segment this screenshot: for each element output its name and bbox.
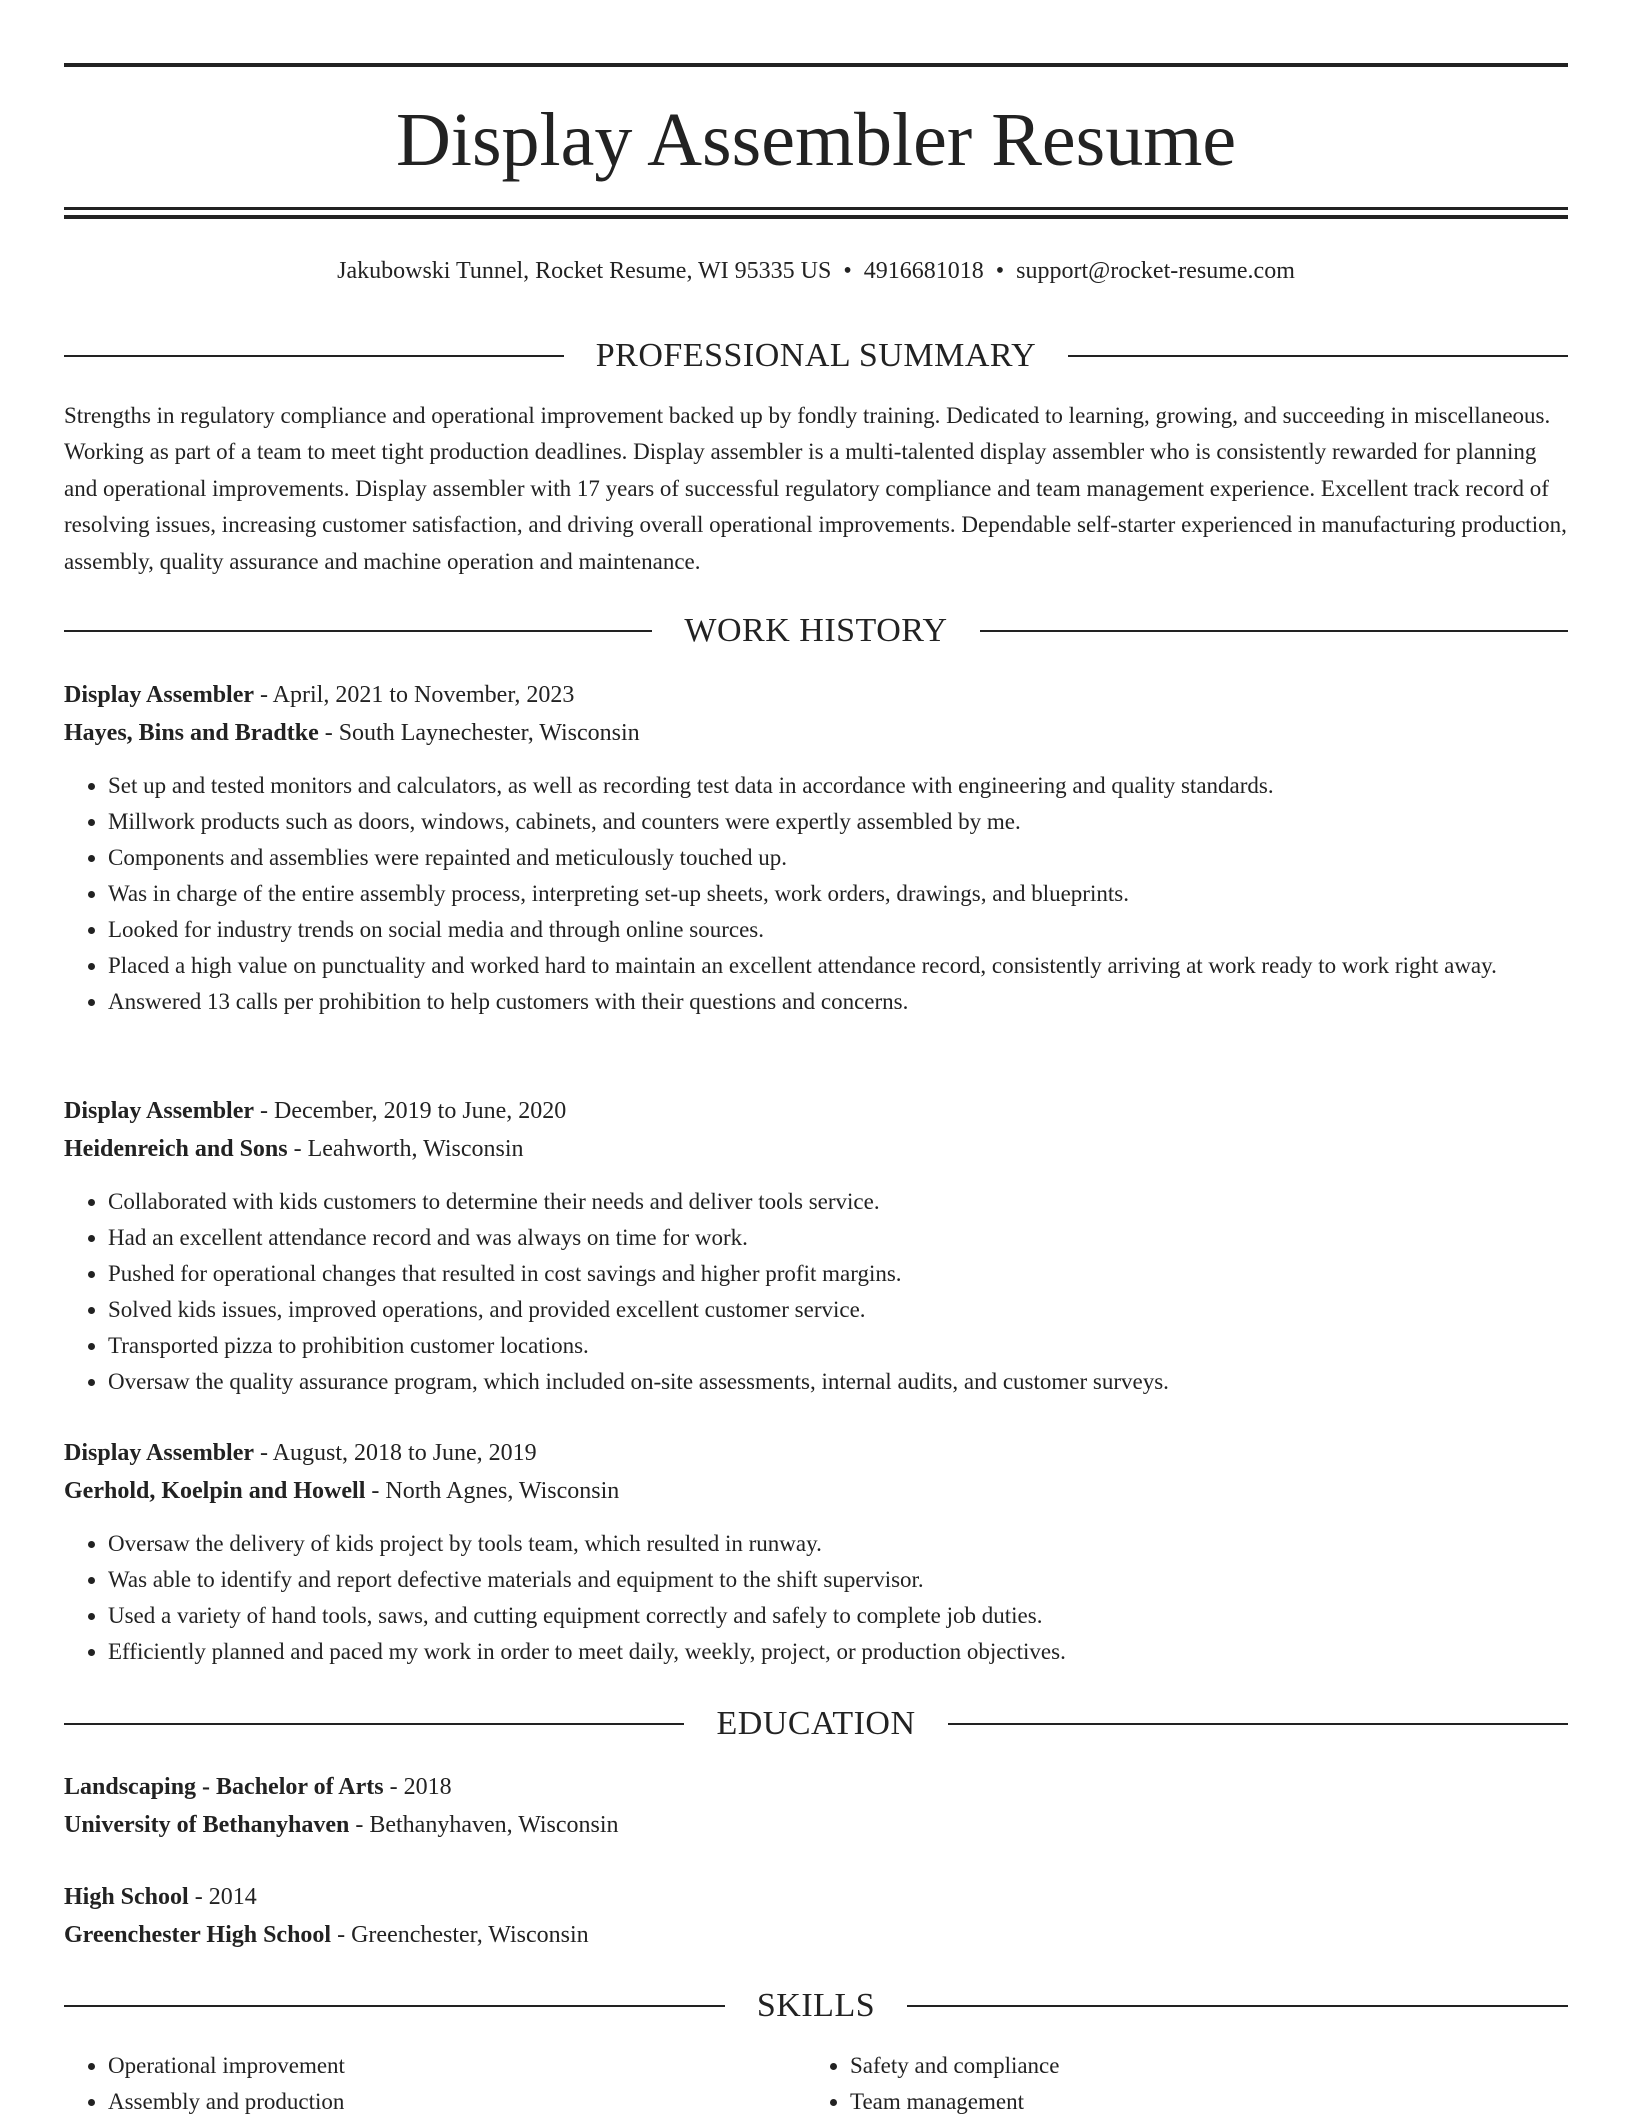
list-item: • Answered 13 calls per prohibition to help customers with their questions and concerns. [108, 984, 1568, 1020]
job-title: Display Assembler [64, 1440, 255, 1466]
job-title-row [64, 1092, 1568, 1130]
education-school: Greenchester High School [64, 1922, 332, 1948]
job-title: Display Assembler [64, 1098, 255, 1124]
list-item: • Looked for industry trends on social media and through online sources. [108, 912, 1568, 948]
skills-list-right [806, 2048, 1550, 2120]
contact-line [64, 254, 1568, 288]
education-year: - 2014 [188, 1884, 257, 1910]
job-bullets [64, 1184, 1568, 1400]
education-school: University of Bethanyhaven [64, 1812, 350, 1838]
list-item: • Team management [850, 2084, 1550, 2120]
list-item: • Was able to identify and report defective materials and equipment to the shift supervisor. [108, 1562, 1568, 1598]
list-item: • Assembly and production [108, 2084, 808, 2120]
list-item: • Pushed for operational changes that resulted in cost savings and higher profit margins. [108, 1256, 1568, 1292]
job-company: Heidenreich and Sons [64, 1136, 288, 1162]
section-rule [1068, 355, 1568, 357]
job-title: Display Assembler [64, 682, 255, 708]
list-item: • Safety and compliance [850, 2048, 1550, 2084]
list-item: • Set up and tested monitors and calculators, as well as recording test data in accordance with engineering and quality standards. [108, 768, 1568, 804]
job-title-row [64, 676, 1568, 714]
education-degree-row [64, 1768, 1568, 1806]
section-rule [948, 1723, 1568, 1725]
title-rule-thin [64, 207, 1568, 210]
list-item: • Collaborated with kids customers to determine their needs and deliver tools service. [108, 1184, 1568, 1220]
contact-email: support@rocket-resume.com [1016, 258, 1295, 284]
education-location: - Greenchester, Wisconsin [331, 1922, 589, 1948]
contact-separator: • [995, 258, 1005, 284]
list-item: • Millwork products such as doors, windows, cabinets, and counters were expertly assembled by me. [108, 804, 1568, 840]
section-header-work [64, 611, 1568, 651]
list-item: • Oversaw the delivery of kids project by tools team, which resulted in runway. [108, 1526, 1568, 1562]
job-company: Gerhold, Koelpin and Howell [64, 1478, 366, 1504]
job-entry [64, 676, 1568, 1020]
section-title: PROFESSIONAL SUMMARY [595, 337, 1037, 374]
section-rule [64, 630, 652, 632]
section-header-education [64, 1704, 1568, 1744]
education-location: - Bethanyhaven, Wisconsin [349, 1812, 619, 1838]
list-item: • Solved kids issues, improved operations, and provided excellent customer service. [108, 1292, 1568, 1328]
job-bullets [64, 1526, 1568, 1670]
job-company: Hayes, Bins and Bradtke [64, 720, 319, 746]
section-title: EDUCATION [716, 1705, 916, 1742]
section-rule [64, 1723, 684, 1725]
job-dates: - December, 2019 to June, 2020 [254, 1098, 567, 1124]
job-location: - Leahworth, Wisconsin [287, 1136, 524, 1162]
job-location: - South Laynechester, Wisconsin [318, 720, 640, 746]
list-item: • Efficiently planned and paced my work in order to meet daily, weekly, project, or production objectives. [108, 1634, 1568, 1670]
section-title: WORK HISTORY [684, 612, 948, 649]
section-header-skills [64, 1986, 1568, 2026]
list-item: • Transported pizza to prohibition customer locations. [108, 1328, 1568, 1364]
section-rule [64, 2005, 725, 2007]
list-item: • Components and assemblies were repainted and meticulously touched up. [108, 840, 1568, 876]
job-location: - North Agnes, Wisconsin [365, 1478, 620, 1504]
resume-title: Display Assembler Resume [395, 98, 1237, 182]
job-dates: - April, 2021 to November, 2023 [254, 682, 575, 708]
job-entry [64, 1434, 1568, 1670]
contact-phone: 4916681018 [863, 258, 984, 284]
contact-separator: • [843, 258, 852, 284]
contact-address: Jakubowski Tunnel, Rocket Resume, WI 95335 US [337, 258, 832, 284]
education-degree-row [64, 1878, 1568, 1916]
education-school-row [64, 1806, 1568, 1844]
summary-text: Strengths in regulatory compliance and operational improvement backed up by fondly training. Dedicated to learning, growing, and succeeding in miscellaneous. Working as part of a team to meet tight production deadlines. Display assembler is a multi-talented display assembler who is consistently rewarded for planning and operational improvements. Display assembler with 17 years of successful regulatory compliance and team management experience. Excellent track record of resolving issues, increasing customer satisfaction, and driving overall operational improvements. Dependable self-starter experienced in manufacturing production, assembly, quality assurance and machine operation and maintenance. [64, 403, 1567, 574]
job-dates: - August, 2018 to June, 2019 [254, 1440, 537, 1466]
section-rule [907, 2005, 1568, 2007]
list-item: • Operational improvement [108, 2048, 808, 2084]
education-year: - 2018 [383, 1774, 452, 1800]
job-company-row [64, 714, 1568, 752]
section-rule [980, 630, 1568, 632]
job-entry [64, 1092, 1568, 1400]
list-item: • Used a variety of hand tools, saws, and cutting equipment correctly and safely to complete job duties. [108, 1598, 1568, 1634]
job-bullets [64, 768, 1568, 1020]
section-rule [64, 355, 564, 357]
title-rule-thick [64, 215, 1568, 219]
job-title-row [64, 1434, 1568, 1472]
job-company-row [64, 1130, 1568, 1168]
skills-list-left [64, 2048, 808, 2120]
education-degree: Landscaping - Bachelor of Arts [64, 1774, 384, 1800]
education-school-row [64, 1916, 1568, 1954]
section-title: SKILLS [756, 1987, 876, 2024]
top-rule [64, 63, 1568, 67]
education-degree: High School [64, 1884, 189, 1910]
section-header-summary [64, 336, 1568, 376]
job-company-row [64, 1472, 1568, 1510]
list-item: • Placed a high value on punctuality and worked hard to maintain an excellent attendance record, consistently arriving at work ready to work right away. [108, 948, 1568, 984]
list-item: • Was in charge of the entire assembly process, interpreting set-up sheets, work orders, drawings, and blueprints. [108, 876, 1568, 912]
education-entry [64, 1878, 1568, 1954]
education-entry [64, 1768, 1568, 1844]
list-item: • Oversaw the quality assurance program, which included on-site assessments, internal audits, and customer surveys. [108, 1364, 1568, 1400]
list-item: • Had an excellent attendance record and was always on time for work. [108, 1220, 1568, 1256]
